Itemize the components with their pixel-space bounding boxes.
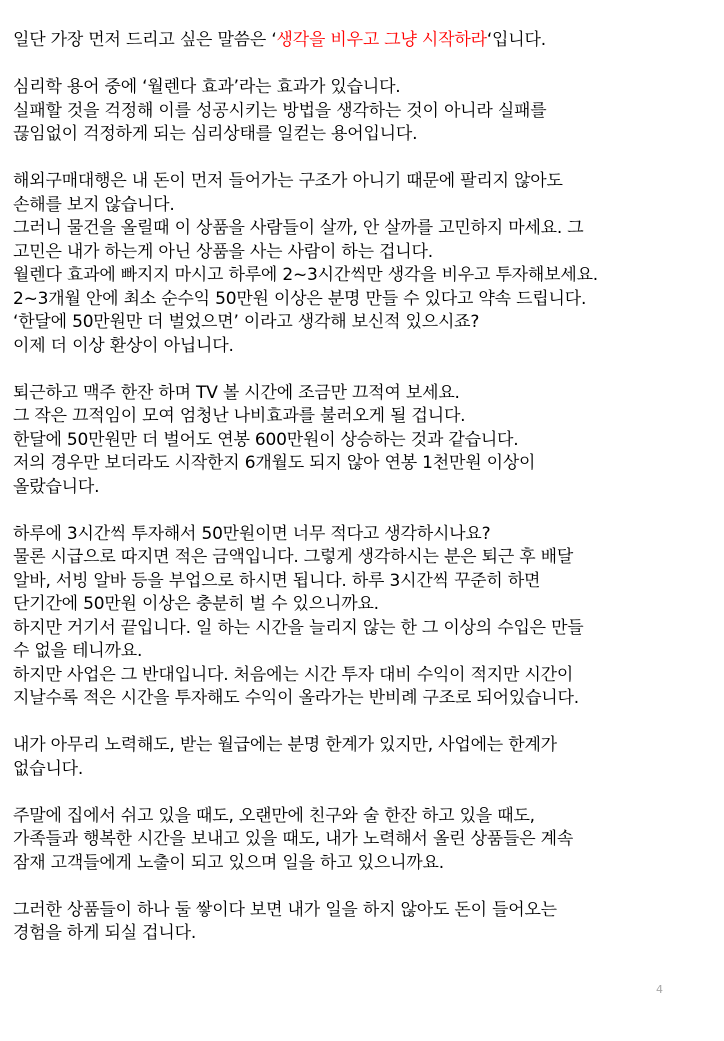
text-line: 손해를 보지 않습니다. [13, 194, 175, 215]
text-line: 월렌다 효과에 빠지지 마시고 하루에 2~3시간씩만 생각을 비우고 투자해보세요. [13, 265, 598, 285]
text-line: 해외구매대행은 내 돈이 먼저 들어가는 구조가 아니기 때문에 팔리지 않아도 [13, 171, 563, 191]
text-line: 단기간에 50만원 이상은 충분히 벌 수 있으니까요. [13, 594, 379, 614]
text-line: 심리학 용어 중에 ‘월렌다 효과’라는 효과가 있습니다. [13, 77, 401, 97]
paragraph-gap [13, 781, 713, 805]
highlight-phrase: 생각을 비우고 그냥 시작하라 [276, 30, 487, 50]
paragraph-no-limit [13, 734, 713, 781]
intro-text-after: ‘입니다. [486, 30, 546, 50]
text-line: 하지만 거기서 끝입니다. 일 하는 시간을 늘리지 않는 한 그 이상의 수입은 만들 [13, 617, 584, 638]
text-line: 주말에 집에서 쉬고 있을 때도, 오랜만에 친구와 술 한잔 하고 있을 때도, [13, 805, 535, 826]
text-line: 경험을 하게 되실 겁니다. [13, 923, 197, 943]
text-line: 퇴근하고 맥주 한잔 하며 TV 볼 시간에 조금만 끄적여 보세요. [13, 382, 460, 403]
intro-text-before: 일단 가장 먼저 드리고 싶은 말씀은 ‘ [13, 30, 277, 50]
text-line: 그 작은 끄적임이 모여 엄청난 나비효과를 불러오게 될 겁니다. [13, 406, 466, 426]
paragraph-business-vs-hourly [13, 523, 713, 711]
paragraph-passive-work [13, 805, 713, 876]
text-line: 알바, 서빙 알바 등을 부업으로 하시면 됩니다. 하루 3시간씩 꾸준히 하면 [13, 570, 541, 591]
paragraph-butterfly-effect [13, 382, 713, 500]
paragraph-gap [13, 875, 713, 899]
text-line: 수 없을 테니까요. [13, 641, 143, 661]
paragraph-closing [13, 899, 713, 946]
paragraph-wallenda-effect [13, 76, 713, 147]
text-line: 그러니 물건을 올릴때 이 상품을 사람들이 살까, 안 살까를 고민하지 마세요. 그 [13, 218, 584, 238]
text-line: 내가 아무리 노력해도, 받는 월급에는 분명 한계가 있지만, 사업에는 한계가 [13, 735, 557, 755]
page-number: 4 [656, 983, 663, 996]
paragraph-gap [13, 499, 713, 523]
text-line: 고민은 내가 하는게 아닌 상품을 사는 사람이 하는 겁니다. [13, 241, 433, 262]
paragraph-gap [13, 358, 713, 382]
paragraph-gap [13, 147, 713, 171]
text-line: 한달에 50만원만 더 벌어도 연봉 600만원이 상승하는 것과 같습니다. [13, 429, 519, 450]
text-line: 지날수록 적은 시간을 투자해도 수익이 올라가는 반비례 구조로 되어있습니다. [13, 688, 579, 708]
text-line: 저의 경우만 보더라도 시작한지 6개월도 되지 않아 연봉 1천만원 이상이 [13, 453, 536, 473]
text-line: 그러한 상품들이 하나 둘 쌓이다 보면 내가 일을 하지 않아도 돈이 들어오는 [13, 899, 557, 920]
paragraph-gap [13, 53, 713, 77]
text-line: 이제 더 이상 환상이 아닙니다. [13, 335, 234, 356]
paragraph-no-loss [13, 170, 713, 358]
text-line: 올랐습니다. [13, 476, 100, 497]
intro-line [13, 29, 713, 53]
text-line: 잠재 고객들에게 노출이 되고 있으며 일을 하고 있으니까요. [13, 852, 444, 873]
text-line: 실패할 것을 걱정해 이를 성공시키는 방법을 생각하는 것이 아니라 실패를 [13, 100, 547, 121]
text-line: ‘한달에 50만원만 더 벌었으면’ 이라고 생각해 보신적 있으시죠? [13, 312, 480, 332]
text-line: 2~3개월 안에 최소 순수익 50만원 이상은 분명 만들 수 있다고 약속 드립니다. [13, 288, 587, 309]
text-line: 없습니다. [13, 758, 84, 779]
text-line: 하루에 3시간씩 투자해서 50만원이면 너무 적다고 생각하시나요? [13, 523, 491, 544]
paragraph-gap [13, 711, 713, 735]
text-line: 하지만 사업은 그 반대입니다. 처음에는 시간 투자 대비 수익이 적지만 시간이 [13, 664, 574, 685]
text-line: 끊임없이 걱정하게 되는 심리상태를 일컫는 용어입니다. [13, 124, 418, 144]
text-line: 가족들과 행복한 시간을 보내고 있을 때도, 내가 노력해서 올린 상품들은 계속 [13, 829, 574, 849]
text-line: 물론 시급으로 따지면 적은 금액입니다. 그렇게 생각하시는 분은 퇴근 후 배달 [13, 547, 574, 567]
document-body [13, 29, 713, 946]
